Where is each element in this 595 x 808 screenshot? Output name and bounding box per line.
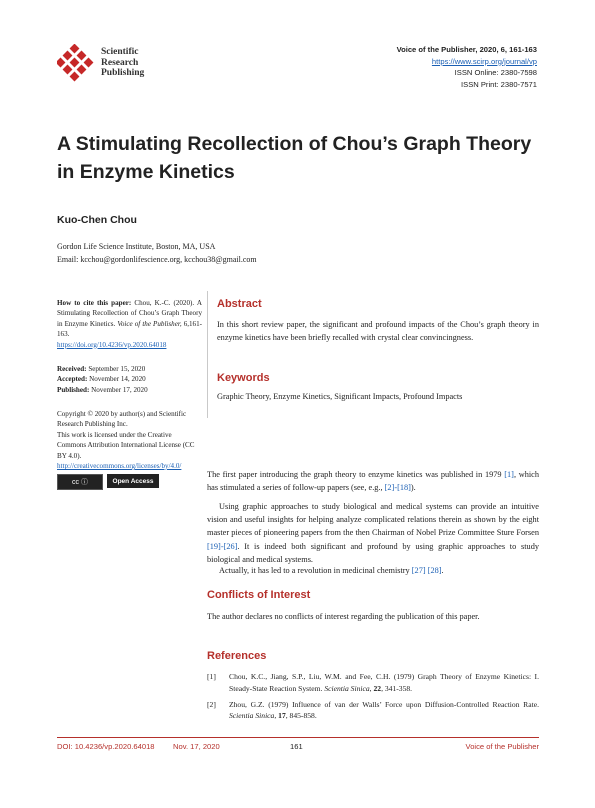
abstract-text: In this short review paper, the significant and profound impacts of the Chou’s graph theory in enzyme kinetics have been briefly recalled with crystal clear convincingness. <box>217 320 539 342</box>
copyright-block <box>57 409 202 471</box>
conflicts-heading: Conflicts of Interest <box>207 589 311 601</box>
keywords-heading: Keywords <box>217 372 270 384</box>
ref-link-19-26[interactable]: [19]-[26] <box>207 541 238 551</box>
received-date: September 15, 2020 <box>88 365 146 373</box>
paragraph-1 <box>207 468 539 494</box>
journal-citation-line: Voice of the Publisher, 2020, 6, 161-163 <box>396 45 537 54</box>
p2-text-a: Using graphic approaches to study biological and medical systems can provide an intuitive vision and useful insights for helping analyze complicated relations therein as shown by the eight master pieces of pioneering papers from the then Chairman of Nobel Prize Committee Sture Forsen <box>207 502 539 538</box>
logo-line-1: Scientific <box>101 47 139 57</box>
ref-journal: Scientia Sinica <box>324 683 370 693</box>
cc-by-icon[interactable]: cc ⓘ <box>57 474 103 490</box>
p1-text-c: ). <box>410 483 416 493</box>
footer-date: Nov. 17, 2020 <box>173 742 220 751</box>
reference-number: [1] <box>207 672 216 681</box>
ref-link-28[interactable]: [28] <box>427 566 442 575</box>
p1-text-a: The first paper introducing the graph theory to enzyme kinetics was published in 1979 <box>207 470 505 479</box>
page-number: 161 <box>290 742 303 751</box>
license-link[interactable]: http://creativecommons.org/licenses/by/4.0/ <box>57 462 182 471</box>
ref-volume: 22 <box>373 683 382 693</box>
citation-block <box>57 298 202 350</box>
ref-volume: 17 <box>278 711 286 721</box>
open-access-badge[interactable]: Open Access <box>107 474 159 488</box>
reference-item <box>207 671 539 695</box>
p3-text-a: Actually, it has led to a revolution in medicinal chemistry <box>219 566 412 575</box>
license-text: This work is licensed under the Creative Commons Attribution International License (CC BY 4.0). <box>57 430 195 460</box>
cite-text: Chou, K.-C. (2020). A Stimulating Recollection of Chou’s Graph Theory in Enzyme Kinetics. <box>57 299 202 328</box>
ref-pages: , 845-858. <box>285 711 317 721</box>
ref-authors-title: Chou, K.C., Jiang, S.P., Liu, W.M. and Fee, C.H. (1979) Graph Theory of Enzyme Kinetics: I. Steady-State Reaction System. <box>229 672 539 693</box>
p1-text-b: , which has stimulated a series of follow-up papers (see, e.g., <box>207 470 539 493</box>
author-name: Kuo-Chen Chou <box>57 214 137 226</box>
paper-title: A Stimulating Recollection of Chou’s Graph Theory in Enzyme Kinetics <box>57 133 532 183</box>
publisher-logo-text <box>101 47 144 79</box>
reference-number: [2] <box>207 699 216 709</box>
logo-line-3: Publishing <box>101 68 145 78</box>
ref-link-2-18[interactable]: [2]-[18] <box>384 483 411 493</box>
accepted-date: November 14, 2020 <box>89 375 146 384</box>
ref-pages: , 341-358. <box>381 683 413 693</box>
journal-info <box>397 44 537 90</box>
doi-link[interactable]: https://doi.org/10.4236/vp.2020.64018 <box>57 340 167 349</box>
footer-doi: DOI: 10.4236/vp.2020.64018 <box>57 742 155 751</box>
email-line: Email: kcchou@gordonlifescience.org, kcchou38@gmail.com <box>57 255 257 264</box>
p3-text-b: . <box>441 566 444 575</box>
references-list <box>207 671 539 726</box>
ref-authors-title: Zhou, G.Z. (1979) Influence of van der Walls’ Force upon Diffusion-Controlled Reaction Rate. <box>229 699 539 709</box>
cite-journal: Voice of the Publisher, <box>117 319 182 328</box>
scirp-logo-icon <box>57 44 97 84</box>
p2-text-b: . It is indeed both significant and profound by using graphic approaches to study biological and medical systems. <box>207 541 539 564</box>
conflicts-text: The author declares no conflicts of interest regarding the publication of this paper. <box>207 612 480 621</box>
footer-divider <box>57 737 539 738</box>
license-badges <box>57 474 159 490</box>
accepted-label: Accepted: <box>57 375 88 384</box>
dates-block <box>57 364 202 395</box>
footer-journal: Voice of the Publisher <box>465 742 539 751</box>
published-date: November 17, 2020 <box>91 385 148 394</box>
reference-item <box>207 699 539 723</box>
copyright-text: Copyright © 2020 by author(s) and Scientific Research Publishing Inc. <box>57 410 187 429</box>
ref-link-27[interactable]: [27] <box>411 566 426 575</box>
ref-link-1[interactable]: [1] <box>504 470 514 479</box>
issn-print: ISSN Print: 2380-7571 <box>461 79 537 89</box>
reference-text: Chou, K.C., Jiang, S.P., Liu, W.M. and Fee, C.H. (1979) Graph Theory of Enzyme Kinetics: I. Steady-State Reaction System. Scientia Sinica, 22, 341-358. <box>229 672 539 693</box>
received-label: Received: <box>57 365 87 373</box>
ref-journal: Scientia Sinica <box>229 711 275 721</box>
references-heading: References <box>207 650 267 662</box>
cite-label: How to cite this paper: <box>57 299 132 307</box>
affiliation: Gordon Life Science Institute, Boston, MA, USA <box>57 242 216 251</box>
cite-volume: 6,161-163. <box>57 319 203 339</box>
paragraph-3 <box>207 564 539 577</box>
paragraph-2 <box>207 500 539 566</box>
abstract-heading: Abstract <box>217 298 262 310</box>
reference-text: Zhou, G.Z. (1979) Influence of van der Walls’ Force upon Diffusion-Controlled Reaction Rate. Scientia Sinica, 17, 845-858. <box>229 699 539 721</box>
logo-line-2: Research <box>101 57 139 68</box>
published-label: Published: <box>57 385 90 394</box>
journal-url-link[interactable]: https://www.scirp.org/journal/vp <box>431 56 537 66</box>
issn-online: ISSN Online: 2380-7598 <box>454 68 537 77</box>
keywords-text: Graphic Theory, Enzyme Kinetics, Significant Impacts, Profound Impacts <box>217 392 463 401</box>
affiliation-block <box>57 240 257 266</box>
